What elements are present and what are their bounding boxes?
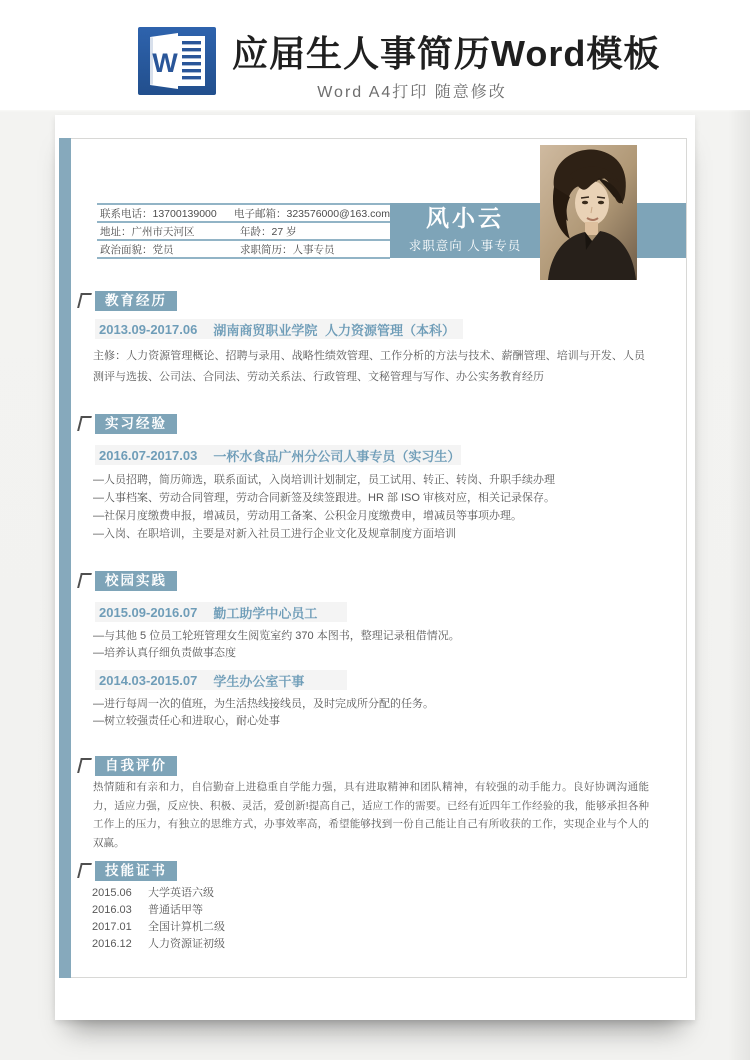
campus-bullet: —培养认真仔细负责做事态度 (93, 647, 236, 659)
contact-row (97, 203, 390, 221)
portrait-photo (540, 145, 637, 280)
contact-political-status: 政治面貌：党员 (100, 243, 174, 256)
contact-row (97, 239, 390, 259)
certificate-date: 2016.03 (92, 904, 132, 916)
section-heading-internship: 实习经验 (95, 414, 177, 434)
certificate-list (92, 885, 225, 953)
job-objective: 求职意向 人事专员 (408, 239, 522, 253)
education-detail: 主修：人力资源管理概论、招聘与录用、战略性绩效管理、工作分析的方法与技术、薪酬管理、培训与开发、人员测评与选拔、公司法、合同法、劳动关系法、行政管理、文秘管理与写作、办公实务教育经历 (93, 350, 645, 383)
campus-entry (95, 670, 347, 690)
section-heading-certificates: 技能证书 (95, 861, 177, 881)
internship-company: 一杯水食品广州分公司 (213, 448, 344, 464)
internship-bullets (93, 471, 555, 543)
contact-phone: 联系电话：13700139000 (100, 207, 217, 220)
page-subtitle: Word A4打印 随意修改 (317, 84, 507, 101)
self-evaluation-text: 热情随和有亲和力，自信勤奋上进稳重自学能力强，具有进取精神和团队精神，有较强的动手能力。良好协调沟通能力，适应力强，反应快、积极、灵活，爱创新!提高自己，适应工作的需要。已经有近四年工作经验的我，能够承担各种工作上的压力，有独立的思维方式，办事效率高，希望能够找到一份自己能让自己有所收获的工作，实现企业与个人的双赢。 (93, 781, 649, 849)
education-date: 2013.09-2017.06 (99, 321, 198, 337)
campus-date: 2015.09-2016.07 (99, 604, 198, 620)
certificate-item (92, 902, 225, 919)
certificate-name: 普通话甲等 (148, 904, 203, 916)
certificate-name: 大学英语六级 (148, 887, 214, 899)
certificate-date: 2017.01 (92, 921, 132, 933)
campus-date: 2014.03-2015.07 (99, 672, 198, 688)
contact-info-table (97, 203, 390, 259)
internship-bullet: —人员招聘，简历筛选，联系面试，入岗培训计划制定，员工试用、转正、转岗、升职手续办理 (93, 474, 555, 486)
certificate-date: 2015.06 (92, 887, 132, 899)
internship-entry (95, 445, 461, 465)
name-block (390, 203, 540, 258)
contact-age: 年龄：27 岁 (240, 225, 297, 238)
certificate-item (92, 885, 225, 902)
left-accent-strip (59, 138, 71, 978)
page-title: 应届生人事简历Word模板 (232, 33, 661, 74)
campus-bullet: —树立较强责任心和进取心，耐心处事 (93, 715, 280, 727)
campus-bullets (93, 696, 434, 730)
contact-email: 电子邮箱：323576000@163.com (234, 207, 390, 220)
certificate-name: 人力资源证初级 (148, 938, 225, 950)
section-heading-campus: 校园实践 (95, 571, 177, 591)
contact-address: 地址：广州市天河区 (100, 225, 195, 238)
candidate-name: 风小云 (426, 205, 504, 231)
internship-bullet: —入岗、在职培训，主要是对新入社员工进行企业文化及规章制度方面培训 (93, 528, 456, 540)
contact-job-target: 求职简历：人事专员 (240, 243, 335, 256)
certificate-item (92, 936, 225, 953)
certificate-name: 全国计算机二级 (148, 921, 225, 933)
section-heading-self-evaluation: 自我评价 (95, 756, 177, 776)
internship-date: 2016.07-2017.03 (99, 447, 198, 463)
education-major: 人力资源管理（本科） (324, 322, 455, 338)
section-heading-education: 教育经历 (95, 291, 177, 311)
education-school: 湖南商贸职业学院 (213, 322, 318, 338)
word-logo-icon (138, 27, 216, 95)
name-banner (390, 203, 686, 258)
campus-bullet: —进行每周一次的值班，为生活热线接线员，及时完成所分配的任务。 (93, 698, 434, 710)
certificate-item (92, 919, 225, 936)
campus-bullet: —与其他 5 位员工轮班管理女生阅览室约 370 本图书，整理记录租借情况。 (93, 630, 460, 642)
campus-entry (95, 602, 347, 622)
campus-bullets (93, 628, 460, 662)
word-logo-letter: W (152, 48, 178, 78)
resume-sheet (55, 115, 695, 1020)
internship-role: 人事专员（实习生） (343, 448, 461, 464)
certificate-date: 2016.12 (92, 938, 132, 950)
education-entry (95, 319, 463, 339)
campus-role: 学生办公室干事 (213, 673, 305, 689)
campus-role: 勤工助学中心员工 (213, 605, 318, 621)
internship-bullet: —人事档案、劳动合同管理，劳动合同新签及续签跟进。HR 部 ISO 审核对应，相关记录保存。 (93, 492, 556, 504)
contact-row (97, 221, 390, 239)
internship-bullet: —社保月度缴费申报，增减员，劳动用工备案、公积金月度缴费申，增减员等事项办理。 (93, 510, 522, 522)
header-banner (0, 0, 750, 110)
